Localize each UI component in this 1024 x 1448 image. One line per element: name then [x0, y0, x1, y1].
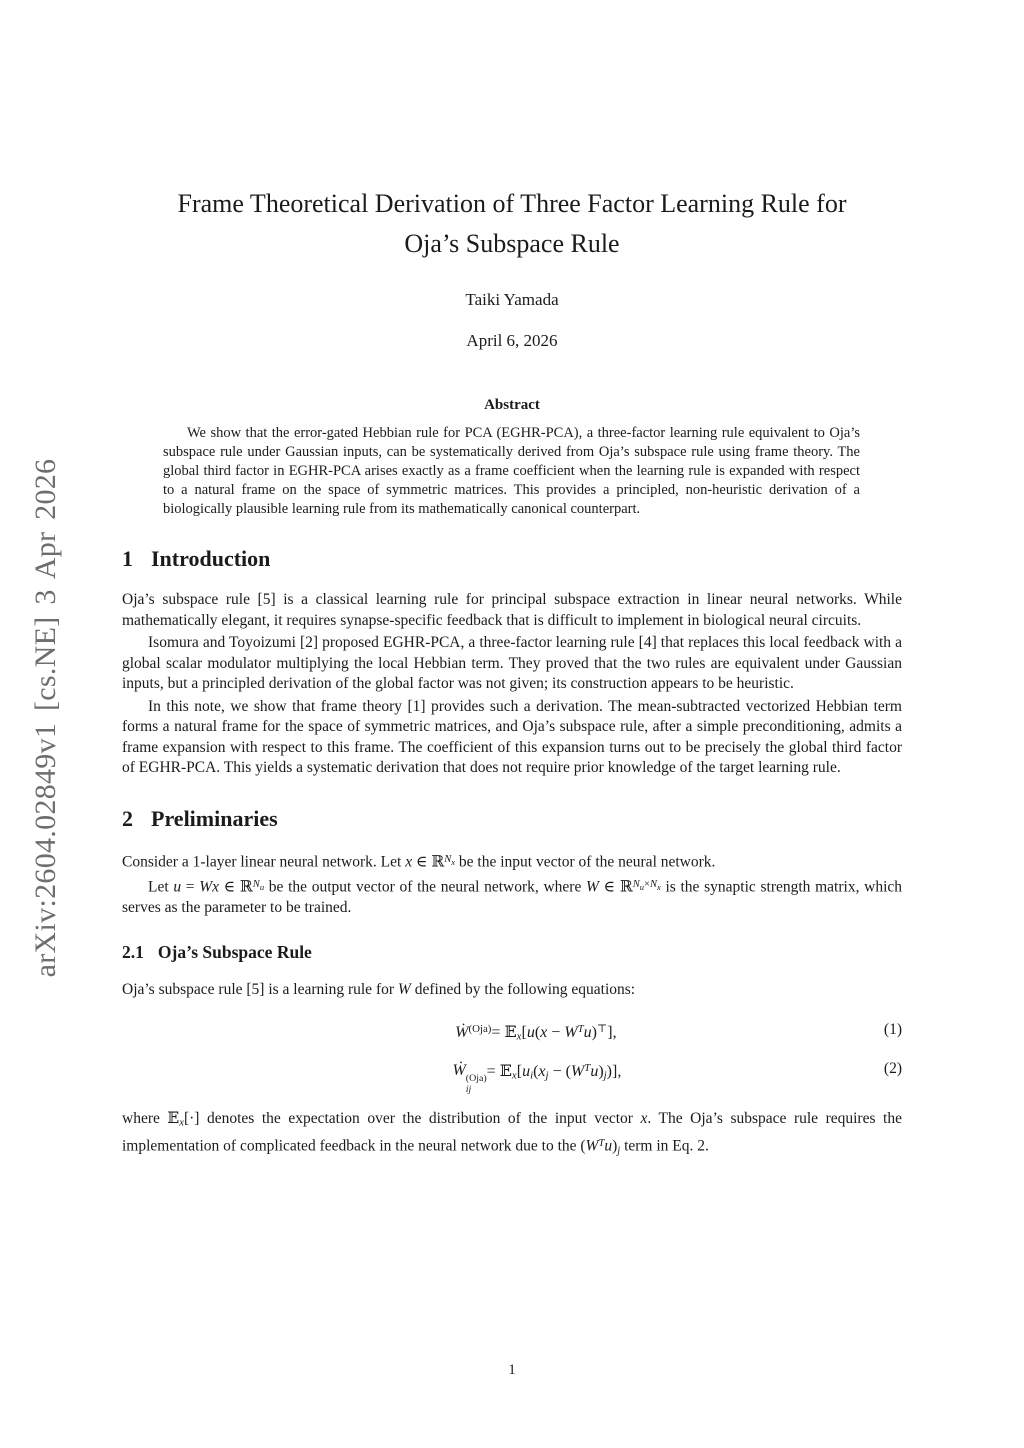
author-name: Taiki Yamada [465, 290, 559, 309]
section-heading-introduction [122, 546, 902, 572]
intro-paragraph-2: Isomura and Toyoizumi [2] proposed EGHR-PCA, a three-factor learning rule [4] that replaces this local feedback with a global scalar modulator multiplying the local Hebbian term. They proved that the two rules are equivalent under Gaussian inputs, but a principled derivation of the global factor was not given; its construction appears to be heuristic. [122, 634, 902, 693]
abstract-text: We show that the error-gated Hebbian rule for PCA (EGHR-PCA), a three-factor learning rule equivalent to Oja’s subspace rule under Gaussian inputs, can be systematically derived from Oja’s subspace rule using frame theory. The global third factor in EGHR-PCA arises exactly as a frame coefficient when the learning rule is expanded with respect to a natural frame on the space of symmetric matrices. This provides a principled, non-heuristic derivation of a biologically plausible learning rule from its mathematically canonical counterpart. [163, 425, 860, 517]
equation-2-number: (2) [883, 1059, 902, 1077]
arxiv-stamp: arXiv:2604.02849v1 [cs.NE] 3 Apr 2026 [29, 458, 62, 978]
equation-1-number: (1) [883, 1020, 902, 1038]
equation-2 [122, 1053, 902, 1096]
subsection-paragraph-1: Oja’s subspace rule [5] is a learning rule for W defined by the following equations: [122, 981, 636, 999]
section-title: Introduction [151, 546, 271, 571]
preliminaries-paragraph-2: Let u = Wx ∈ ℝ$^N$u be the output vector of the neural network, where W ∈ $ℝ^Nu^{\times N}x$ is the synaptic strength matrix, which serves as the parameter to be trained. [122, 878, 903, 917]
section-title: Preliminaries [151, 805, 278, 831]
subsection-title: Oja’s Subspace Rule [157, 941, 312, 962]
subsection-heading-ojas-subspace-rule [122, 941, 902, 963]
preliminaries-paragraph-1: Consider a 1-layer linear neural network. Let x ∈ ℝ$^N$x be the input vector of the neural network. [122, 853, 716, 871]
equation-1 [122, 1014, 902, 1053]
section-number: 1 [122, 546, 133, 571]
equation-1-rhs: = 𝔼x[u(x − $W^Tu)^⊤$], [491, 1022, 617, 1043]
equation-1-lhs: Ẇ$^{(Oja)}$ [455, 1022, 492, 1041]
paper-content [122, 0, 902, 1162]
page-number: 1 [508, 1362, 516, 1378]
equation-2-lhs: Ẇ (Oja) ij [452, 1062, 487, 1095]
abstract-heading: Abstract [484, 397, 540, 413]
section-number: 2 [122, 805, 133, 831]
intro-paragraph-1: Oja’s subspace rule [5] is a classical learning rule for principal subspace extraction in linear neural networks. While mathematically elegant, it requires synapse-specific feedback that is difficult to implement in biological neural circuits. [122, 591, 902, 629]
page-title [122, 0, 902, 264]
equation-2-rhs: = 𝔼x[ui(xj − $(W^Tu)j$)], [486, 1061, 622, 1082]
equation-block [122, 1014, 902, 1095]
title-line-2: Oja’s Subspace Rule [404, 229, 620, 258]
paper-date: April 6, 2026 [466, 331, 558, 350]
intro-paragraph-3: In this note, we show that frame theory [1] provides such a derivation. The mean-subtracted vectorized Hebbian term forms a natural frame for the space of symmetric matrices, and Oja’s subspace rule, after a simple preconditioning, admits a frame expansion with respect to this frame. The coefficient of this expansion turns out to be precisely the global third factor of EGHR-PCA. This yields a systematic derivation that does not require prior knowledge of the target learning rule. [122, 697, 902, 777]
title-line-1: Frame Theoretical Derivation of Three Factor Learning Rule for [177, 189, 847, 218]
subsection-number: 2.1 [122, 941, 144, 962]
subsection-paragraph-2: where 𝔼x[·] denotes the expectation over the distribution of the input vector x. The Oja’s subspace rule requires the implementation of complicated feedback in the neural network due to the $(W^Tu)j$ term in Eq. 2. [122, 1110, 902, 1157]
section-heading-preliminaries [122, 806, 902, 832]
